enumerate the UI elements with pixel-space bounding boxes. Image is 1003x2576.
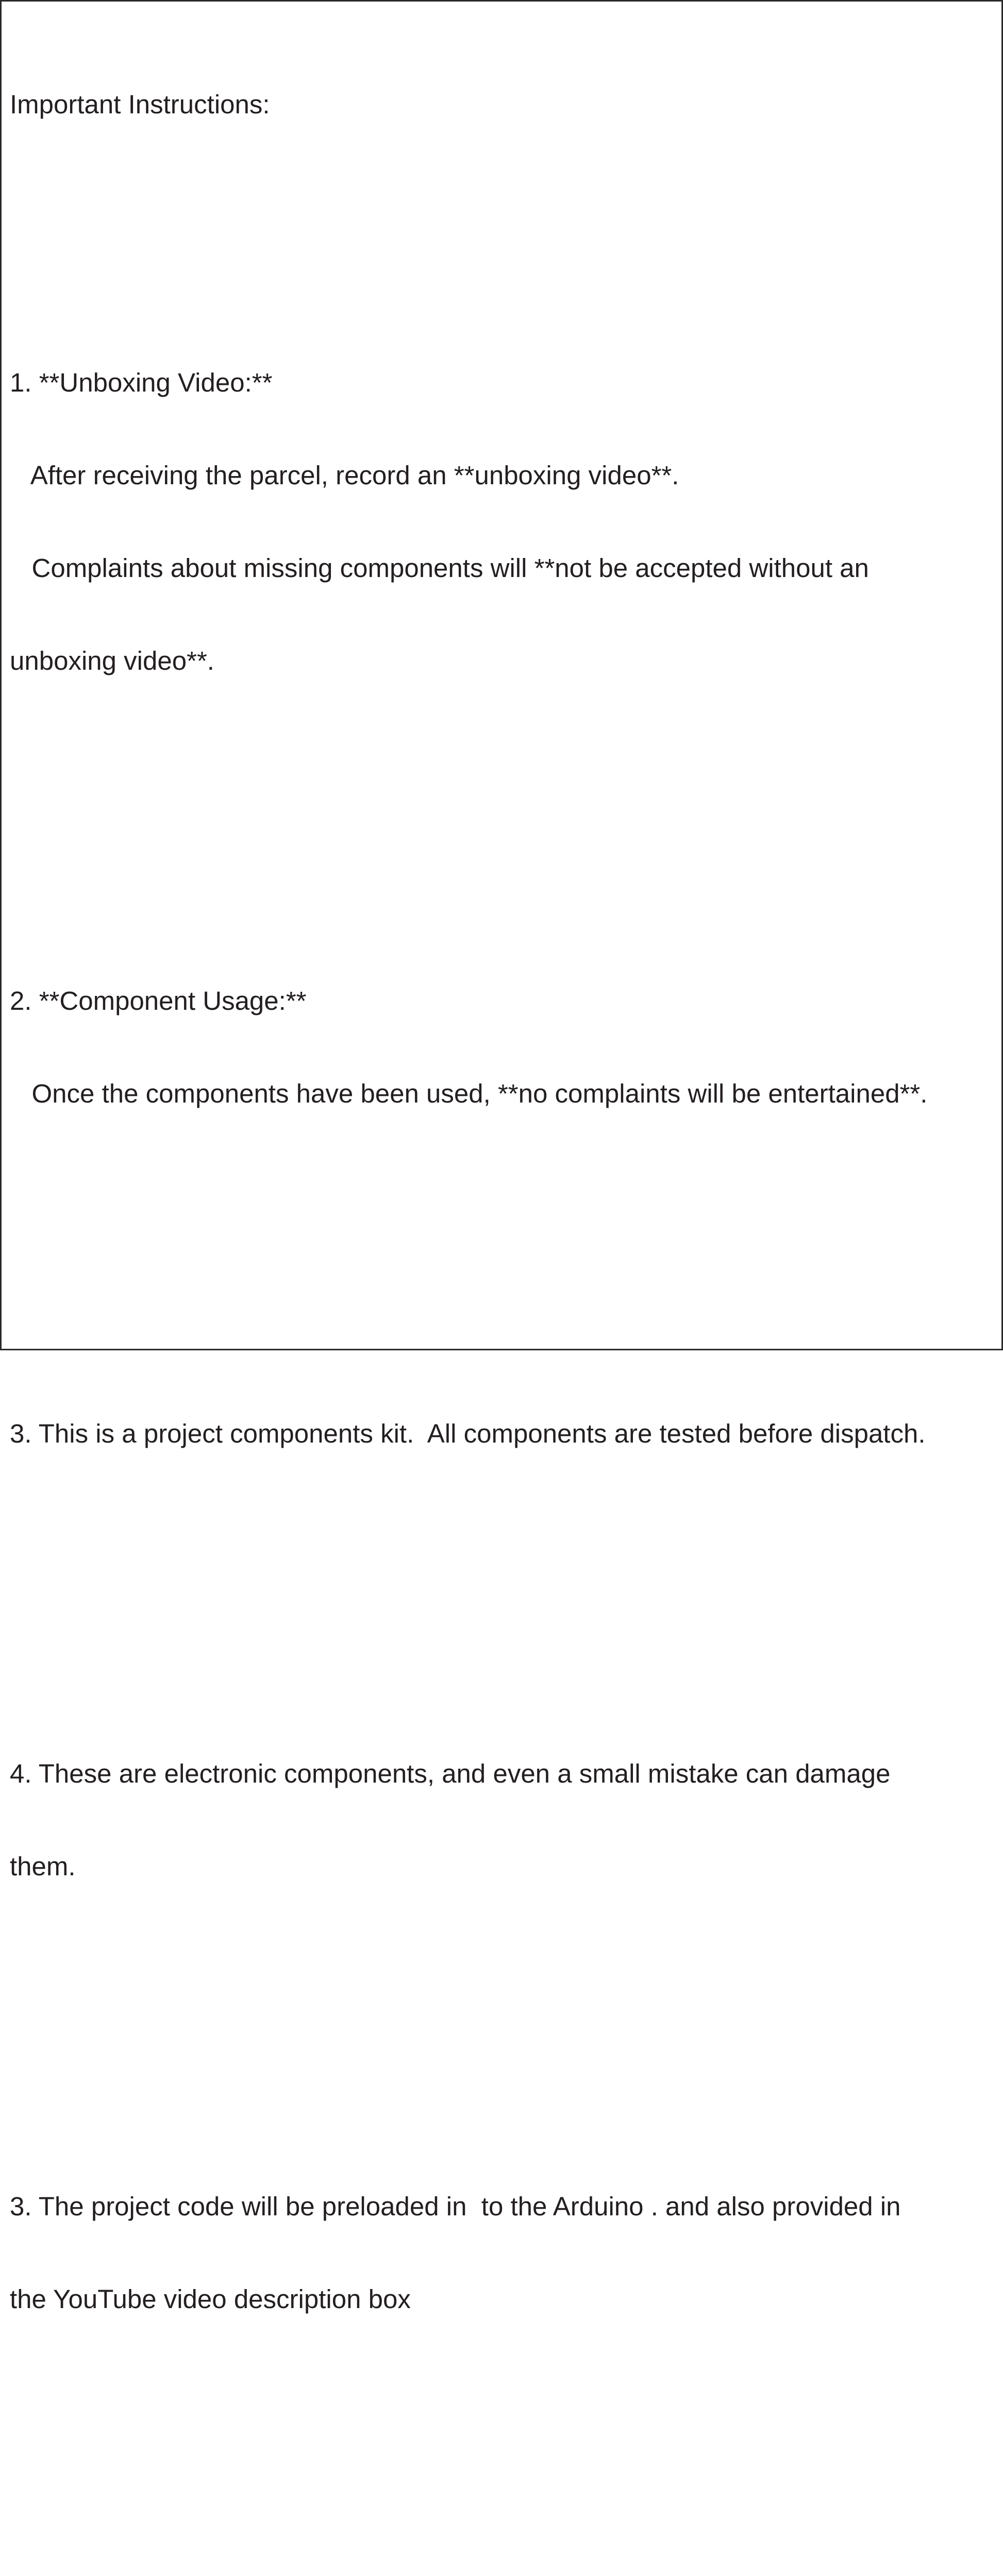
instruction-item-4	[10, 1697, 994, 1944]
instruction-line: After receiving the parcel, record an **unboxing video**.	[10, 461, 679, 490]
spacer	[10, 800, 994, 831]
instruction-line: Once the components have been used, **no complaints will be entertained**.	[10, 1079, 928, 1108]
instruction-item-1	[10, 306, 994, 738]
spacer	[10, 182, 994, 213]
instruction-item-3	[10, 1357, 994, 1511]
instructions-body	[10, 27, 994, 2576]
instruction-item-5	[10, 2129, 994, 2377]
spacer	[10, 1573, 994, 1604]
instruction-item-6	[10, 2562, 994, 2576]
instruction-line: 2. **Component Usage:**	[10, 986, 307, 1015]
instruction-line: 3. This is a project components kit. All components are tested before dispatch.	[10, 1419, 926, 1448]
instruction-line: Complaints about missing components will **not be accepted without an	[10, 553, 869, 583]
instruction-line: 3. The project code will be preloaded in to the Arduino . and also provided in	[10, 2192, 901, 2221]
instruction-line: unboxing video**.	[10, 646, 214, 675]
instruction-line: the YouTube video description box	[10, 2284, 411, 2314]
spacer	[10, 2006, 994, 2037]
spacer	[10, 2438, 994, 2469]
spacer	[10, 1233, 994, 1264]
instruction-line: 1. **Unboxing Video:**	[10, 368, 273, 397]
instruction-line: 4. These are electronic components, and even a small mistake can damage	[10, 1759, 891, 1788]
page-title: Important Instructions:	[10, 90, 270, 119]
instruction-item-2	[10, 924, 994, 1171]
instruction-line: them.	[10, 1852, 76, 1881]
